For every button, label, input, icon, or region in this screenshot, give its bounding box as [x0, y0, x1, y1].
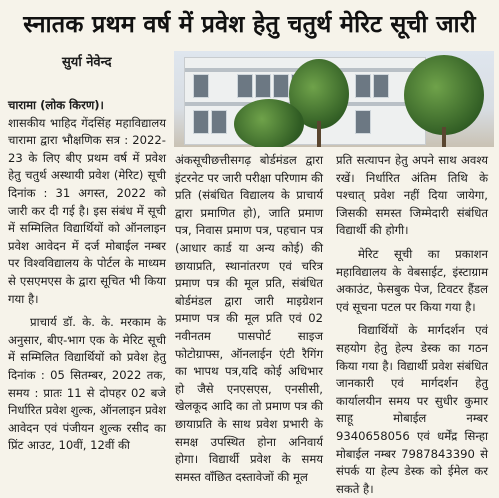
headline: स्नातक प्रथम वर्ष में प्रवेश हेतु चतुर्थ मेरिट सूची जारी [23, 10, 476, 38]
article-paragraph: प्रति सत्यापन हेतु अपने साथ अवश्य रखें। निर्धारित अंतिम तिथि के पश्चात् प्रवेश नहीं दिया जायेगा, जिसकी समस्त जिम्मेदारी संबंधित विद्यार्थी की होगी। [336, 153, 488, 238]
article-paragraph: अंकसूचीछत्तीसगढ़ बोर्डमंडल द्वारा इंटरनेट पर जारी परीक्षा परिणाम की प्रति (संबंधित विद्यालय के प्राचार्य द्वारा प्रमाणित हो), जाति प्रमाण पत्र, निवास प्रमाण पत्र, पहचान पत्र (आधार कार्ड या अन्य कोई) की छायाप्रति, स्थानांतरण एवं चरित्र प्रमाण पत्र की मूल प्रति, संबंधित बोर्डमंडल द्वारा जारी माइग्रेशन प्रमाण पत्र की मूल प्रति एवं 02 नवीनतम पासपोर्ट साइज फोटोग्राफ्स, ऑनलाईन एंटी रैगिंग का भापथ पत्र,यदि कोई अधिभार हो जैसे एनएसएस, एनसीसी, खेलकूद आदि का तो प्रमाण पत्र की छायाप्रति के साथ प्रवेश प्रभारी के समक्ष उपस्थित होना अनिवार्य होगा। विद्यार्थी प्रवेश के समय समस्त वाँछित दस्तावेजों की मूल [175, 153, 323, 484]
article-paragraph: शासकीय भाहिद गेंदसिंह महाविद्यालय चारामा द्वारा भौक्षणिक सत्र : 2022-23 के लिए बीए प्रथम वर्ष में प्रवेश हेतु चतुर्थ अस्थायी प्रवेश (मेरिट) सूची दिनांक : 31 अगस्त, 2022 को जारी कर दी गई है। इस संबंध में सूची में सम्मिलित विद्यार्थियों को ऑनलाइन प्रवेश आवेदन में दर्ज मोबाईल नम्बर पर विश्वविद्यालय के पोर्टल के माध्यम से एसएमएस के द्वारा सूचित भी किया गया है। [8, 115, 166, 306]
byline: सुर्या नेवेन्द [62, 55, 112, 70]
article-column-3 [336, 152, 488, 498]
article-paragraph: मेरिट सूची का प्रकाशन महाविद्यालय के वेबसाईट, इंस्टाग्राम अकाउंट, फेसबुक पेज, टिवटर हैंडल एवं सूचना पटल पर किया गया है। [336, 246, 488, 314]
article-paragraph: प्राचार्य डॉ. के. के. मरकाम के अनुसार, बीए-भाग एक के मेरिट सूची में सम्मिलित विद्यार्थियों को प्रवेश हेतु दिनांक : 05 सितम्बर, 2022 तक, समय : प्रातः 11 से दोपहर 02 बजे निर्धारित प्रवेश शुल्क, ऑनलाइन प्रवेश आवेदन एवं पंजीयन शुल्क रसीद का प्रिंट आउट, 10वीं, 12वीं की [8, 315, 166, 453]
article-paragraph: विद्यार्थियों के मार्गदर्शन एवं सहयोग हेतु हेल्प डेस्क का गठन किया गया है। विद्यार्थी प्रवेश संबंधित जानकारी एवं मार्गदर्शन हेतु कार्यालयीन समय पर सुधीर कुमार साहू मोबाईल नम्बर 9340658056 एवं धर्मेंद्र सिन्हा मोबाईल नम्बर 7987843390 से संपर्क या हेल्प डेस्क को ईमेल कर सकते है। [336, 323, 488, 496]
dateline: चारामा (लोक किरण)। [8, 98, 104, 112]
article-column-2 [175, 152, 323, 486]
college-building-photo [174, 51, 494, 147]
article-column-1 [8, 97, 166, 455]
